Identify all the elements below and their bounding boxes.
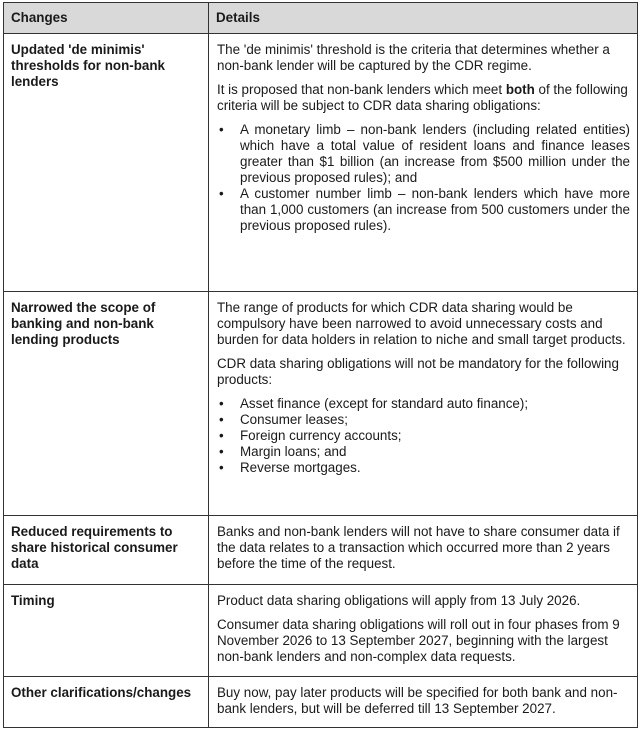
table-row-scope bbox=[4, 292, 638, 516]
change-cell: Reduced requirements to share historical consumer data bbox=[4, 516, 209, 585]
change-cell: Other clarifications/changes bbox=[4, 677, 209, 728]
details-cell bbox=[209, 677, 638, 728]
details-paragraph: CDR data sharing obligations will not be mandatory for the following products: bbox=[217, 356, 619, 387]
table-row-de-minimis bbox=[4, 34, 638, 292]
list-item bbox=[217, 460, 630, 476]
list-item bbox=[217, 444, 630, 460]
text: It is proposed that non-bank lenders which meet bbox=[217, 82, 506, 97]
change-cell: Narrowed the scope of banking and non-bank lending products bbox=[4, 292, 209, 516]
bullet-icon: • bbox=[219, 412, 224, 427]
list-item-text: Asset finance (except for standard auto finance); bbox=[240, 396, 529, 411]
details-paragraph bbox=[217, 82, 630, 114]
list-item-text: Margin loans; and bbox=[240, 444, 347, 459]
bullet-icon: • bbox=[219, 122, 224, 137]
details-cell bbox=[209, 34, 638, 292]
bullet-icon: • bbox=[219, 428, 224, 443]
list-item-text: Consumer leases; bbox=[240, 412, 348, 427]
emphasis-text: both bbox=[505, 82, 535, 97]
changes-table bbox=[3, 2, 638, 728]
change-cell: Updated 'de minimis' thresholds for non-bank lenders bbox=[4, 34, 209, 292]
details-cell bbox=[209, 516, 638, 585]
bullet-icon: • bbox=[219, 396, 224, 411]
details-paragraph: Consumer data sharing obligations will roll out in four phases from 9 November 2026 to 13 September 2027, beginning with the largest non-bank lenders and non-complex data requests. bbox=[217, 617, 620, 664]
table-header bbox=[4, 3, 638, 34]
list-item-text: A monetary limb – non-bank lenders (including related entities) which have a total value of resident loans and finance leases greater than $1 billion (an increase from $500 million under the previous proposed rules); and bbox=[240, 122, 630, 185]
list-item bbox=[217, 428, 630, 444]
details-cell bbox=[209, 292, 638, 516]
list-item bbox=[217, 396, 630, 412]
details-paragraph: Buy now, pay later products will be specified for both bank and non-bank lenders, but will be deferred till 13 September 2027. bbox=[217, 685, 618, 716]
list-item bbox=[217, 412, 630, 428]
bullet-icon: • bbox=[219, 186, 224, 201]
list-item bbox=[217, 122, 630, 186]
details-cell bbox=[209, 585, 638, 677]
table-row-other-clarifications bbox=[4, 677, 638, 728]
text: of the following criteria will be subject to CDR data sharing obligations: bbox=[217, 82, 628, 113]
list-item-text: Foreign currency accounts; bbox=[240, 428, 402, 443]
header-details: Details bbox=[209, 3, 638, 34]
change-cell: Timing bbox=[4, 585, 209, 677]
list-item bbox=[217, 186, 630, 234]
details-paragraph: The range of products for which CDR data sharing would be compulsory have been narrowed to avoid unnecessary costs and burden for data holders in relation to niche and small target products. bbox=[217, 300, 626, 347]
table-row-timing bbox=[4, 585, 638, 677]
header-row bbox=[4, 3, 638, 34]
header-changes: Changes bbox=[4, 3, 209, 34]
details-paragraph: Product data sharing obligations will apply from 13 July 2026. bbox=[217, 593, 581, 608]
table-body bbox=[4, 34, 638, 728]
details-paragraph: The 'de minimis' threshold is the criteria that determines whether a non-bank lender will be captured by the CDR regime. bbox=[217, 42, 610, 73]
details-paragraph: Banks and non-bank lenders will not have to share consumer data if the data relates to a transaction which occurred more than 2 years before the time of the request. bbox=[217, 524, 620, 571]
list-item-text: Reverse mortgages. bbox=[240, 460, 361, 475]
list-item-text: A customer number limb – non-bank lenders which have more than 1,000 customers (an increase from 500 customers under the previous proposed rules). bbox=[240, 186, 630, 233]
table-row-historical-data bbox=[4, 516, 638, 585]
excluded-products-list bbox=[217, 396, 630, 476]
criteria-list bbox=[217, 122, 630, 234]
bullet-icon: • bbox=[219, 444, 224, 459]
bullet-icon: • bbox=[219, 460, 224, 475]
